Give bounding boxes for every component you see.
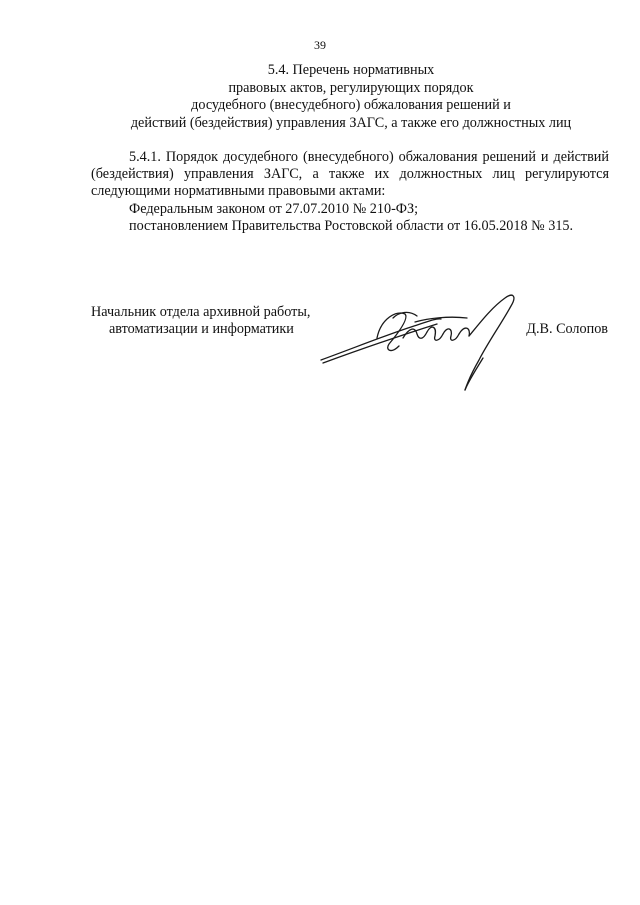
- section-title-line: 5.4. Перечень нормативных: [267, 62, 435, 78]
- signatory-name: Д.В. Солопов: [526, 321, 608, 337]
- section-title-line: правовых актов, регулирующих порядок: [228, 79, 474, 96]
- signature-block: [91, 300, 611, 410]
- handwritten-signature: [319, 288, 529, 398]
- signatory-position-line-2: автоматизации и информатики: [109, 321, 294, 337]
- paragraph-regulation: 5.4.1. Порядок досудебного (внесудебного) обжалования решений и действий (бездействия) управления ЗАГС, а также их должностных лиц регулируются следующими нормативными правовыми актами:: [91, 149, 609, 200]
- page-number: 39: [314, 38, 326, 52]
- body-text: [91, 149, 609, 235]
- paragraph-federal-law: Федеральным законом от 27.07.2010 № 210-ФЗ;: [129, 200, 419, 217]
- signatory-position-line-1: Начальник отдела архивной работы,: [91, 304, 311, 320]
- section-title: [60, 62, 640, 132]
- section-title-line: действий (бездействия) управления ЗАГС, а также его должностных лиц: [130, 114, 572, 131]
- paragraph-government-resolution: постановлением Правительства Ростовской области от 16.05.2018 № 315.: [129, 217, 574, 234]
- section-title-line: досудебного (внесудебного) обжалования решений и: [191, 97, 511, 114]
